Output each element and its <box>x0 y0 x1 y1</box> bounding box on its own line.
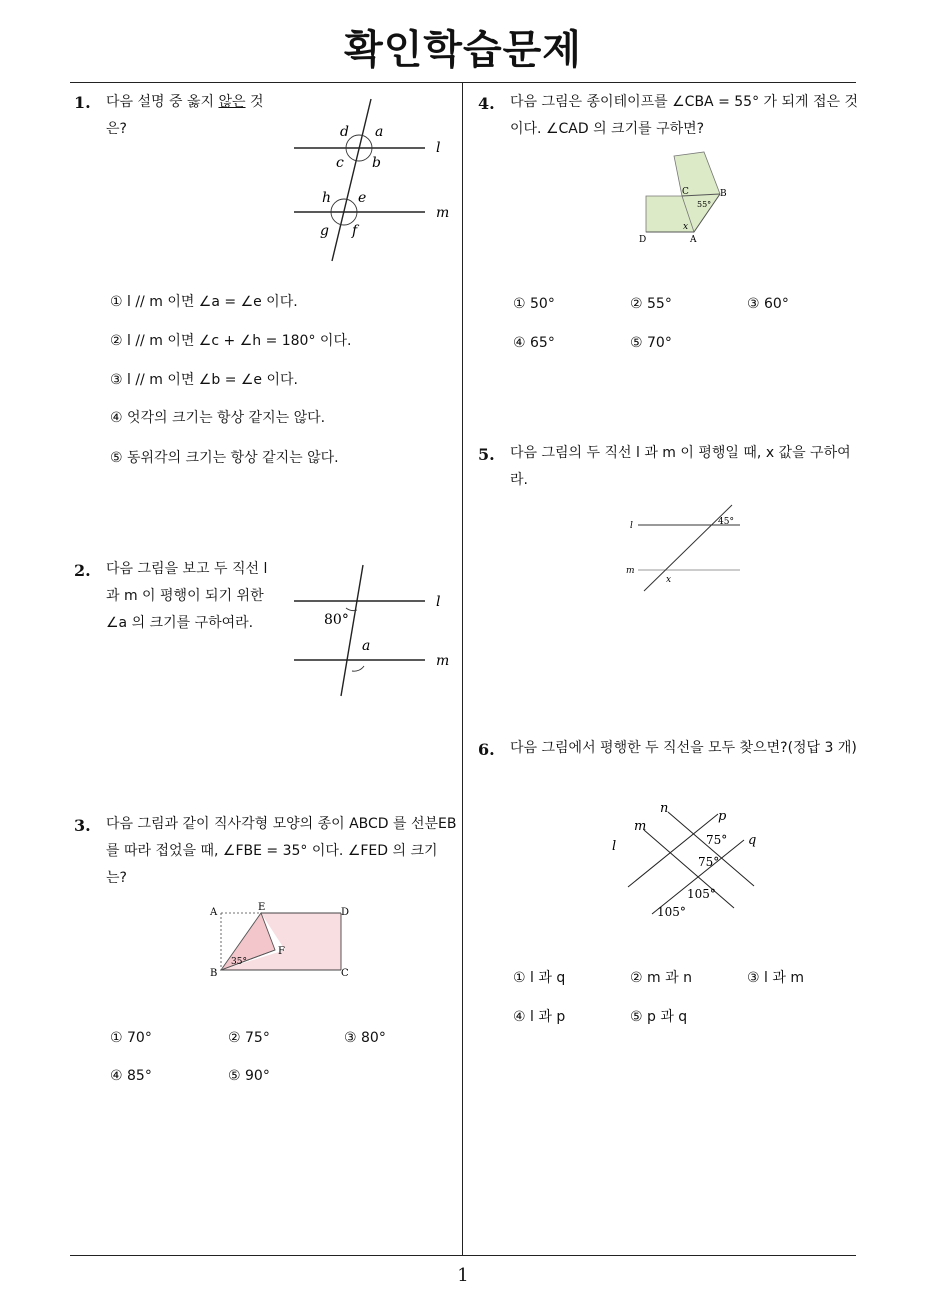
choice-1[interactable]: ① 70° <box>110 1030 152 1046</box>
choice-5[interactable]: ⑤ p 과 q <box>630 1009 688 1025</box>
choice-3[interactable]: ③ 60° <box>747 296 789 312</box>
svg-text:p: p <box>718 809 727 824</box>
svg-text:l: l <box>630 521 633 531</box>
parallel-lines-figure <box>290 95 460 265</box>
question-text: 다음 그림의 두 직선 l 과 m 이 평행일 때, x 값을 구하여라. <box>510 445 851 488</box>
svg-text:m: m <box>634 819 647 834</box>
question-text: 다음 그림에서 평행한 두 직선을 모두 찾으면?(정답 3 개) <box>510 740 857 756</box>
question-number: 6. <box>478 740 495 759</box>
question-number: 5. <box>478 445 495 464</box>
svg-text:n: n <box>660 801 669 816</box>
svg-text:c: c <box>336 155 344 171</box>
svg-text:m: m <box>436 653 450 669</box>
svg-text:m: m <box>626 566 635 576</box>
choice-4[interactable]: ④ 엇각의 크기는 항상 같지는 않다. <box>110 410 326 426</box>
svg-text:a: a <box>362 638 371 654</box>
svg-text:e: e <box>358 190 367 206</box>
svg-text:b: b <box>372 155 381 171</box>
choice-2[interactable]: ② m 과 n <box>630 970 692 986</box>
svg-text:D: D <box>639 235 647 245</box>
column-divider <box>462 82 463 1255</box>
svg-text:B: B <box>210 968 218 979</box>
choice-3[interactable]: ③ l 과 m <box>747 970 804 986</box>
svg-text:a: a <box>375 124 384 140</box>
svg-text:C: C <box>682 187 689 197</box>
svg-text:l: l <box>436 140 441 156</box>
folded-rectangle-figure <box>205 898 365 983</box>
choice-3[interactable]: ③ l // m 이면 ∠b = ∠e 이다. <box>110 372 298 388</box>
svg-text:105°: 105° <box>657 905 686 919</box>
question-number: 2. <box>74 561 91 580</box>
svg-text:80°: 80° <box>324 612 349 628</box>
choice-1[interactable]: ① l // m 이면 ∠a = ∠e 이다. <box>110 294 298 310</box>
page-title: 확인학습문제 <box>344 27 582 73</box>
parallel-lines-figure <box>622 500 752 600</box>
choice-4[interactable]: ④ 85° <box>110 1068 152 1084</box>
choice-4[interactable]: ④ l 과 p <box>513 1009 566 1025</box>
folded-tape-figure <box>636 150 736 250</box>
svg-text:A: A <box>690 235 697 245</box>
svg-text:f: f <box>352 223 358 239</box>
question-text: 다음 설명 중 옳지 않은 것은? <box>106 94 264 137</box>
svg-text:75°: 75° <box>698 855 720 869</box>
question-text: 다음 그림은 종이테이프를 ∠CBA = 55° 가 되게 접은 것이다. ∠CAD 의 크기를 구하면? <box>510 94 859 137</box>
svg-text:l: l <box>436 594 441 610</box>
question-number: 4. <box>478 94 495 113</box>
underlined-word: 않은 <box>218 94 246 110</box>
svg-text:m: m <box>436 205 450 221</box>
svg-text:x: x <box>666 575 672 585</box>
question-number: 1. <box>74 93 91 112</box>
question-text: 다음 그림과 같이 직사각형 모양의 종이 ABCD 를 선분EB 를 따라 접었을 때, ∠FBE = 35° 이다. ∠FED 의 크기는? <box>106 816 457 886</box>
svg-text:F: F <box>278 946 285 957</box>
choice-5[interactable]: ⑤ 90° <box>228 1068 270 1084</box>
transversal-figure <box>290 560 460 700</box>
four-lines-figure <box>608 800 768 925</box>
svg-text:g: g <box>320 223 329 239</box>
svg-text:q: q <box>748 833 757 848</box>
svg-text:D: D <box>341 907 350 918</box>
page-number: 1 <box>457 1265 469 1286</box>
svg-text:B: B <box>720 189 727 199</box>
top-rule <box>70 82 856 83</box>
choice-2[interactable]: ② l // m 이면 ∠c + ∠h = 180° 이다. <box>110 333 352 349</box>
svg-text:x: x <box>683 222 689 232</box>
svg-text:E: E <box>258 902 266 913</box>
svg-text:l: l <box>612 839 617 854</box>
choice-5[interactable]: ⑤ 동위각의 크기는 항상 같지는 않다. <box>110 450 339 466</box>
svg-text:d: d <box>340 124 349 140</box>
choice-1[interactable]: ① 50° <box>513 296 555 312</box>
svg-text:A: A <box>210 907 218 918</box>
question-text: 다음 그림을 보고 두 직선 l 과 m 이 평행이 되기 위한 ∠a 의 크기를 구하여라. <box>106 561 268 631</box>
svg-text:55°: 55° <box>697 200 712 209</box>
svg-text:105°: 105° <box>687 887 716 901</box>
choice-5[interactable]: ⑤ 70° <box>630 335 672 351</box>
svg-text:h: h <box>322 190 332 206</box>
choice-4[interactable]: ④ 65° <box>513 335 555 351</box>
bottom-rule <box>70 1255 856 1256</box>
choice-2[interactable]: ② 75° <box>228 1030 270 1046</box>
svg-text:C: C <box>341 968 349 979</box>
choice-1[interactable]: ① l 과 q <box>513 970 566 986</box>
svg-text:45°: 45° <box>718 517 734 527</box>
svg-text:35°: 35° <box>231 957 247 967</box>
question-number: 3. <box>74 816 91 835</box>
svg-text:75°: 75° <box>706 833 728 847</box>
choice-3[interactable]: ③ 80° <box>344 1030 386 1046</box>
choice-2[interactable]: ② 55° <box>630 296 672 312</box>
